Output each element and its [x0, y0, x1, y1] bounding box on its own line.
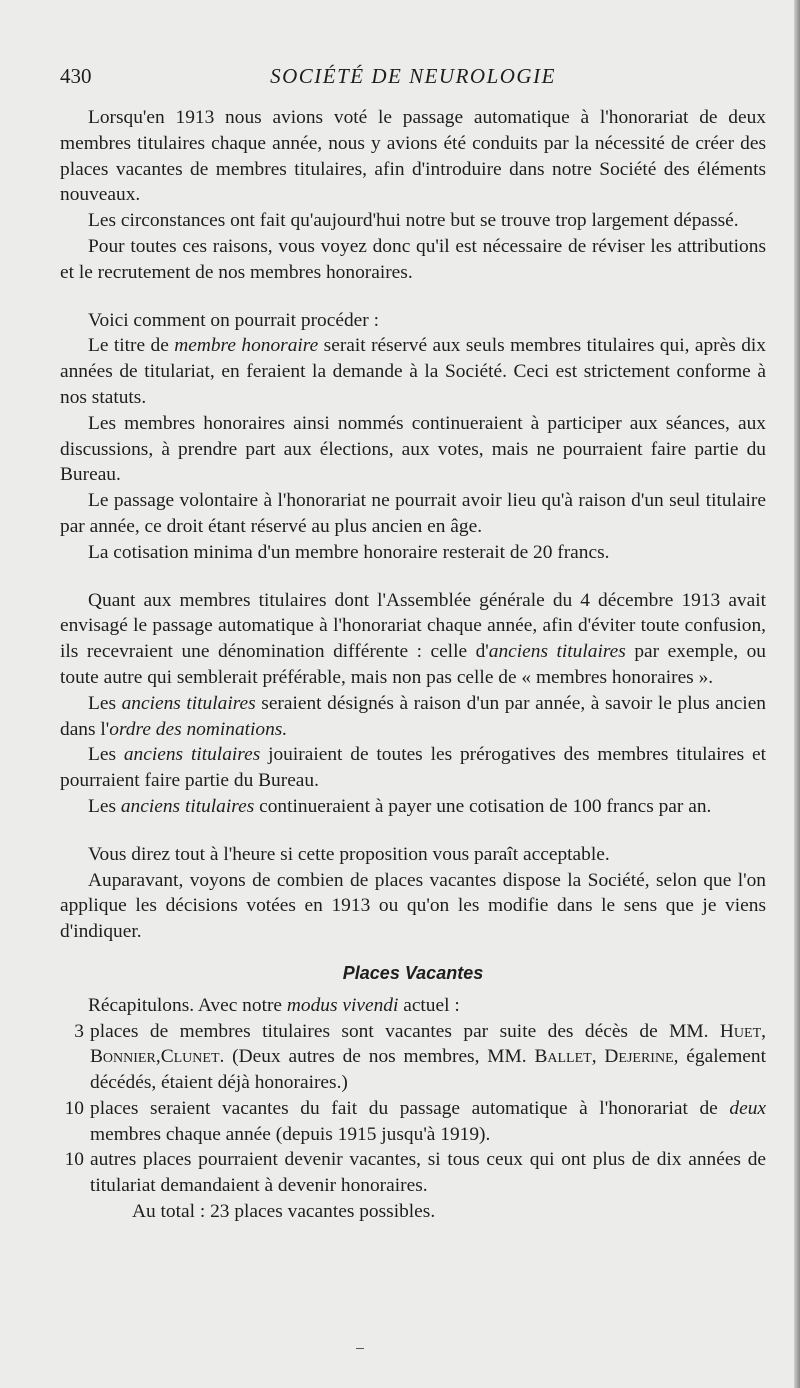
paragraph: Vous direz tout à l'heure si cette proposition vous paraît acceptable.	[88, 843, 610, 865]
paragraph: Quant aux membres titulaires dont l'Assemblée générale du 4 décembre 1913 avait envisagé le passage automatique à l'honorariat chaque année, afin d'éviter toute confusion, ils recevraient une dénomination différente : celle d'anciens titulaires par exemple, ou toute autre qui semblerait préférable, mais non pas celle de « membres honoraires ».	[60, 589, 766, 688]
list-item: 10 places seraient vacantes du fait du passage automatique à l'honorariat de deux membres chaque année (depuis 1915 jusqu'à 1919).	[60, 1096, 766, 1148]
paragraph: Les anciens titulaires jouiraient de toutes les prérogatives des membres titulaires et pourraient faire partie du Bureau.	[60, 744, 766, 792]
page-edge	[794, 0, 800, 1388]
person-name: Ballet	[534, 1046, 592, 1068]
person-name: Dejerine	[604, 1046, 674, 1068]
emphasis: anciens titulaires	[121, 692, 256, 714]
emphasis: membre honoraire	[174, 335, 319, 357]
list-number: 10	[64, 1149, 84, 1171]
page-number: 430	[60, 64, 92, 88]
paragraph: La cotisation minima d'un membre honoraire resterait de 20 francs.	[88, 541, 610, 563]
paragraph: Les membres honoraires ainsi nommés continueraient à participer aux séances, aux discussions, à prendre part aux élections, aux votes, mais ne pourraient faire partie du Bureau.	[60, 412, 766, 486]
running-title: SOCIÉTÉ DE NEUROLOGIE	[270, 64, 556, 88]
paragraph: Pour toutes ces raisons, vous voyez donc qu'il est nécessaire de réviser les attributions et le recrutement de nos membres honoraires.	[60, 235, 766, 283]
list-item: 3 places de membres titulaires sont vacantes par suite des décès de MM. Huet, Bonnier,Clunet. (Deux autres de nos membres, MM. Ballet, Dejerine, également décédés, étaient déjà honoraires.)	[60, 1019, 766, 1096]
paragraph: Les anciens titulaires continueraient à payer une cotisation de 100 francs par an.	[88, 795, 712, 817]
person-name: Clunet	[160, 1046, 220, 1068]
paragraph: Auparavant, voyons de combien de places vacantes dispose la Société, selon que l'on applique les décisions votées en 1913 ou qu'on les modifie dans le sens que je viens d'indiquer.	[60, 869, 766, 943]
emphasis: anciens titulaires	[488, 641, 626, 663]
emphasis: deux	[729, 1097, 766, 1119]
paragraph: Le passage volontaire à l'honorariat ne pourrait avoir lieu qu'à raison d'un seul titulaire par année, ce droit étant réservé au plus ancien en âge.	[60, 490, 766, 537]
list-number: 3	[74, 1020, 84, 1042]
emphasis: anciens titulaires	[123, 744, 261, 766]
page-header	[60, 64, 766, 96]
list-number: 10	[64, 1097, 84, 1119]
total-line: Au total : 23 places vacantes possibles.	[132, 1201, 436, 1223]
person-name: Bonnier	[90, 1046, 156, 1068]
emphasis: modus vivendi	[286, 994, 399, 1016]
person-name: Huet	[719, 1020, 762, 1042]
emphasis: ordre des nominations.	[109, 718, 288, 740]
list-item: 10 autres places pourraient devenir vacantes, si tous ceux qui ont plus de dix années de titulariat demandaient à devenir honoraires.	[60, 1147, 766, 1199]
section-intro: Récapitulons. Avec notre modus vivendi actuel :	[88, 994, 460, 1016]
paragraph: Le titre de membre honoraire serait réservé aux seuls membres titulaires qui, après dix années de titulariat, en feraient la demande à la Société. Ceci est strictement conforme à nos statuts.	[60, 335, 766, 408]
paragraph: Lorsqu'en 1913 nous avions voté le passage automatique à l'honorariat de deux membres titulaires chaque année, nous y avions été conduits par la nécessité de créer des places vacantes de membres titulaires, afin d'introduire dans notre Société des éléments nouveaux.	[60, 107, 766, 206]
body-text	[60, 105, 766, 1225]
paragraph: Les anciens titulaires seraient désignés à raison d'un par année, à savoir le plus ancien dans l'ordre des nominations.	[60, 692, 766, 740]
emphasis: anciens titulaires	[120, 795, 255, 817]
paragraph: Les circonstances ont fait qu'aujourd'hui notre but se trouve trop largement dépassé.	[88, 210, 739, 232]
paragraph: Voici comment on pourrait procéder :	[88, 309, 379, 331]
section-heading: Places Vacantes	[342, 962, 484, 983]
page-mark	[356, 1348, 364, 1349]
